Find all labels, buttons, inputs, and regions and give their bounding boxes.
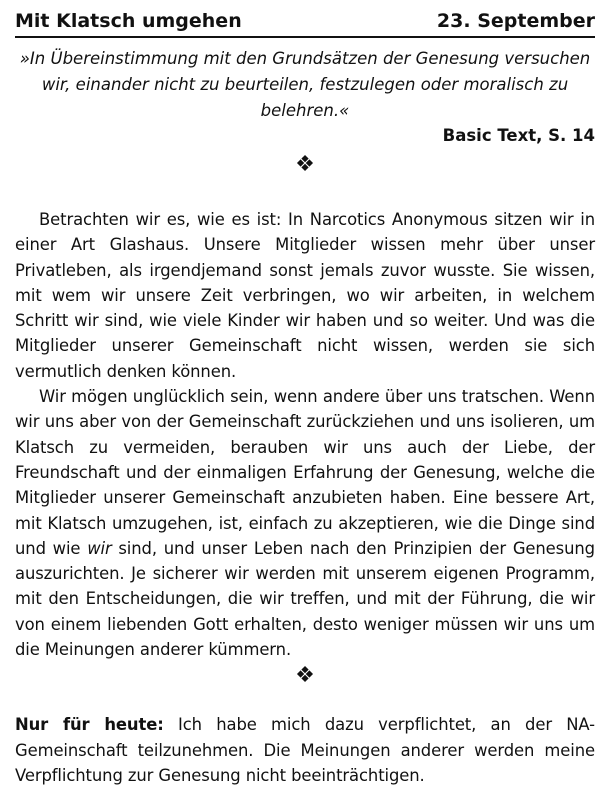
- opening-quote: »In Übereinstimmung mit den Grundsätzen der Genesung versuchen wir, einander nicht zu beurteilen, festzulegen oder moralisch zu belehren.«: [19, 49, 591, 120]
- page-date: 23. September: [436, 10, 595, 32]
- meditation-body: [15, 207, 595, 662]
- body-paragraph: [15, 384, 595, 662]
- paragraph-text: sind, und unser Leben nach den Prinzipien der Genesung auszurichten. Je sicherer wir werden mit unserem eigenen Programm, mit den Entscheidungen, die wir treffen, und mit der Führung, die wir von einem liebenden Gott erhalten, desto weniger müssen wir uns um die Meinungen anderer kümmern.: [15, 538, 595, 660]
- ornament-divider: ❖: [295, 663, 315, 689]
- just-for-today: [15, 712, 595, 788]
- quote-source: Basic Text, S. 14: [442, 126, 595, 145]
- ornament-divider: ❖: [295, 152, 315, 177]
- page-header: [15, 6, 595, 38]
- paragraph-text: Wir mögen unglücklich sein, wenn andere über uns tratschen. Wenn wir uns aber von der Gemeinschaft zurückziehen und uns isolieren, um Klatsch zu vermeiden, berauben wir uns auch der Liebe, der Freundschaft und der einmaligen Erfahrung der Genesung, welche die Mitglieder unserer Gemeinschaft anzubieten haben. Eine bessere Art, mit Klatsch umzugehen, ist, einfach zu akzeptieren, wie die Dinge sind und wie: [15, 387, 595, 558]
- emphasized-word: wir: [87, 538, 112, 558]
- just-for-today-label: Nur für heute:: [15, 715, 164, 735]
- body-paragraph: Betrachten wir es, wie es ist: In Narcotics Anonymous sitzen wir in einer Art Glashaus. Unsere Mitglieder wissen mehr über unser Privatleben, als irgendjemand sonst jemals zuvor wusste. Sie wissen, mit wem wir unsere Zeit verbringen, wo wir arbeiten, in welchem Schritt wir sind, wie viele Kinder wir haben und so weiter. Und was die Mitglieder unserer Gemeinschaft nicht wissen, werden sie sich vermutlich denken können.: [15, 210, 595, 381]
- page-title: Mit Klatsch umgehen: [15, 10, 242, 32]
- just-for-today-text: Ich habe mich dazu verpflichtet, an der NA-Gemeinschaft teilzunehmen. Die Meinungen anderer werden meine Verpflichtung zur Genesung nicht beeinträchtigen.: [15, 715, 596, 785]
- meditation-page: [15, 6, 595, 788]
